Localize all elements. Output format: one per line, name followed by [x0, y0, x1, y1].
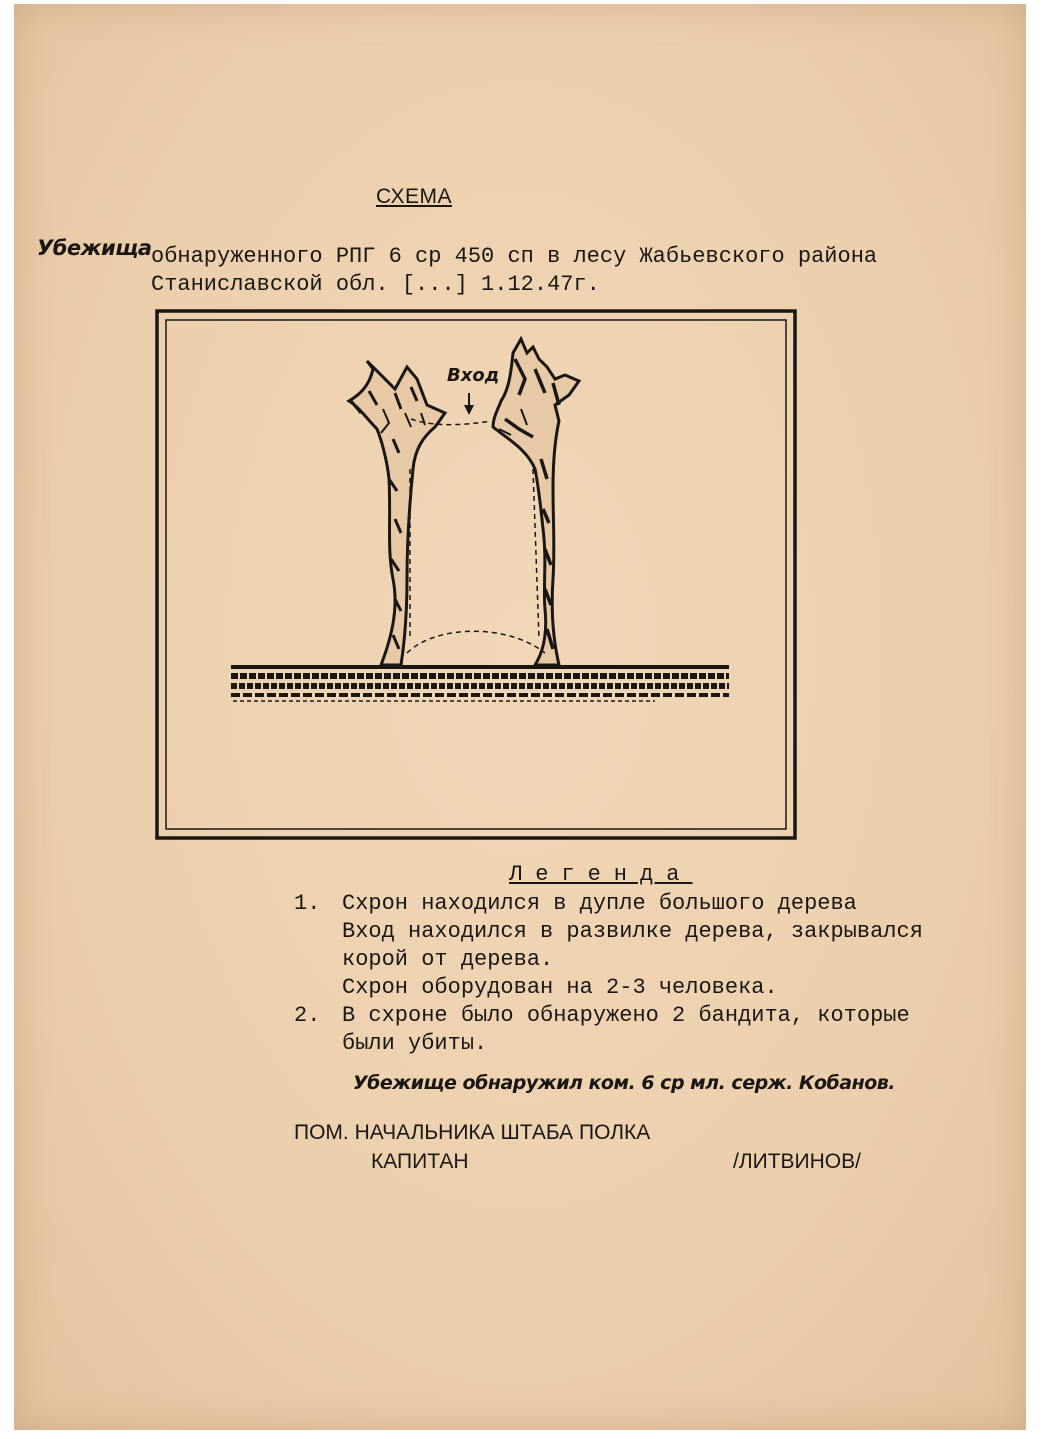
- legend-title: Легенда: [509, 862, 693, 887]
- document-page: [14, 4, 1026, 1430]
- ground-band: [231, 665, 729, 701]
- right-trunk: [493, 339, 579, 665]
- legend-line: В схроне было обнаружено 2 бандита, которые: [342, 1003, 910, 1028]
- signature-name: /ЛИТВИНОВ/: [733, 1150, 861, 1173]
- diagram-outer-frame: [157, 311, 795, 838]
- legend-line: корой от дерева.: [342, 947, 554, 972]
- legend-line: Вход находился в развилке дерева, закрывался: [342, 919, 923, 944]
- subject-line-1: обнаруженного РПГ 6 ср 450 сп в лесу Жабьевского района: [151, 244, 878, 269]
- handwritten-finder-note: Убежище обнаружил ком. 6 ср мл. серж. Кобанов.: [353, 1072, 896, 1094]
- entrance-label: Вход: [447, 365, 500, 386]
- signature-position-line-2: КАПИТАН: [371, 1150, 469, 1173]
- entrance-arrow: [464, 393, 474, 415]
- handwritten-subject-word: Убежища: [37, 236, 152, 260]
- legend-item: [294, 890, 923, 1002]
- legend-item: [294, 1002, 923, 1058]
- subject-line-2: Станиславской обл. [...] 1.12.47г.: [151, 272, 600, 297]
- legend-list: [294, 890, 923, 1058]
- tree-shelter-diagram: [155, 309, 797, 840]
- legend-line: Схрон находился в дупле большого дерева: [342, 891, 857, 916]
- left-trunk: [349, 361, 445, 665]
- legend-line: Схрон оборудован на 2-3 человека.: [342, 975, 778, 1000]
- legend-item-number: 1.: [294, 891, 321, 916]
- diagram-inner-frame: [166, 320, 786, 829]
- legend-item-number: 2.: [294, 1003, 321, 1028]
- document-title: СХЕМА: [376, 185, 452, 208]
- signature-position-line-1: ПОМ. НАЧАЛЬНИКА ШТАБА ПОЛКА: [294, 1121, 651, 1144]
- legend-line: были убиты.: [342, 1031, 488, 1056]
